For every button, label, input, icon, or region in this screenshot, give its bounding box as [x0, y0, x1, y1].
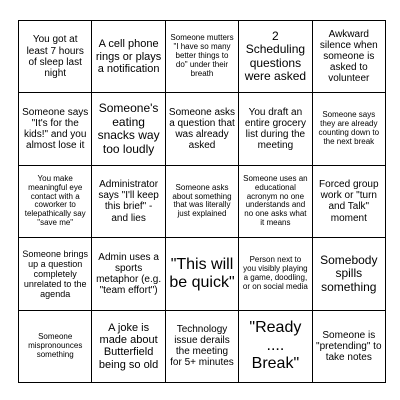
bingo-cell-r2c5[interactable] — [313, 93, 386, 165]
cell-text: Administrator says "I'll keep this brief" - and lies — [98, 179, 159, 224]
bingo-cell-r2c1[interactable] — [19, 93, 92, 165]
bingo-cell-r4c3[interactable] — [166, 238, 239, 310]
cell-text: "This will be quick" — [169, 255, 235, 291]
bingo-cell-r5c5[interactable] — [313, 311, 386, 383]
cell-text: A cell phone rings or plays a notification — [95, 38, 162, 75]
cell-text: Awkward silence when someone is asked to volunteer — [319, 28, 378, 85]
cell-text: Someone says they are already counting down to the next break — [318, 110, 380, 147]
bingo-cell-r4c2[interactable] — [92, 238, 165, 310]
bingo-cell-r4c4[interactable] — [239, 238, 312, 310]
cell-text: Somebody spills something — [320, 252, 378, 294]
bingo-cell-r3c1[interactable] — [19, 166, 92, 238]
cell-text: "Ready .... Break" — [249, 318, 302, 373]
bingo-cell-r4c5[interactable] — [313, 238, 386, 310]
bingo-cell-r1c1[interactable] — [19, 21, 92, 93]
cell-text: You draft an entire grocery list during the meeting — [244, 106, 306, 152]
bingo-cell-r5c3[interactable] — [166, 311, 239, 383]
cell-text: Someone mutters "I have so many better things to do" under their breath — [170, 33, 234, 79]
cell-text: Forced group work or "turn and Talk" moment — [319, 179, 379, 224]
bingo-cell-r2c3[interactable] — [166, 93, 239, 165]
bingo-cell-r1c5[interactable] — [313, 21, 386, 93]
bingo-cell-r2c4[interactable] — [239, 93, 312, 165]
cell-text: A joke is made about Butterfield being so old — [98, 321, 159, 371]
cell-text: Someone uses an educational acronym no one understands and no one asks what it means — [243, 173, 308, 228]
cell-text: Someone is "pretending" to take notes — [316, 329, 382, 363]
cell-text: Someone mispronounces something — [28, 331, 83, 359]
cell-text: Admin uses a sports metaphor (e.g. "team effort") — [96, 251, 162, 297]
cell-text: You make meaningful eye contact with a coworker to telepathically say "save me" — [24, 173, 86, 228]
cell-text: Someone brings up a question completely unrelated to the agenda — [22, 248, 88, 299]
cell-text: Someone's eating snacks way too loudly — [97, 101, 160, 156]
bingo-cell-r3c4[interactable] — [239, 166, 312, 238]
bingo-cell-r1c3[interactable] — [166, 21, 239, 93]
cell-text: 2 Scheduling questions were asked — [244, 28, 307, 84]
bingo-cell-r5c2[interactable] — [92, 311, 165, 383]
bingo-cell-r3c2[interactable] — [92, 166, 165, 238]
cell-text: You got at least 7 hours of sleep last night — [26, 34, 84, 79]
cell-text: Someone asks a question that was already asked — [168, 106, 236, 152]
cell-text: Someone asks about something that was literally just explained — [172, 182, 232, 219]
bingo-cell-r3c5[interactable] — [313, 166, 386, 238]
cell-text: Someone says "It's for the kids!" and you almost lose it — [22, 106, 89, 152]
bingo-cell-r1c2[interactable] — [92, 21, 165, 93]
bingo-cell-r3c3[interactable] — [166, 166, 239, 238]
bingo-board — [18, 20, 386, 383]
bingo-cell-r4c1[interactable] — [19, 238, 92, 310]
bingo-cell-r5c4[interactable] — [239, 311, 312, 383]
bingo-cell-r5c1[interactable] — [19, 311, 92, 383]
bingo-cell-r2c2[interactable] — [92, 93, 165, 165]
cell-text: Technology issue derails the meeting for 5+ minutes — [170, 323, 234, 369]
cell-text: Person next to you visibly playing a game, doodling, or on social media — [242, 254, 308, 291]
bingo-cell-r1c4[interactable] — [239, 21, 312, 93]
